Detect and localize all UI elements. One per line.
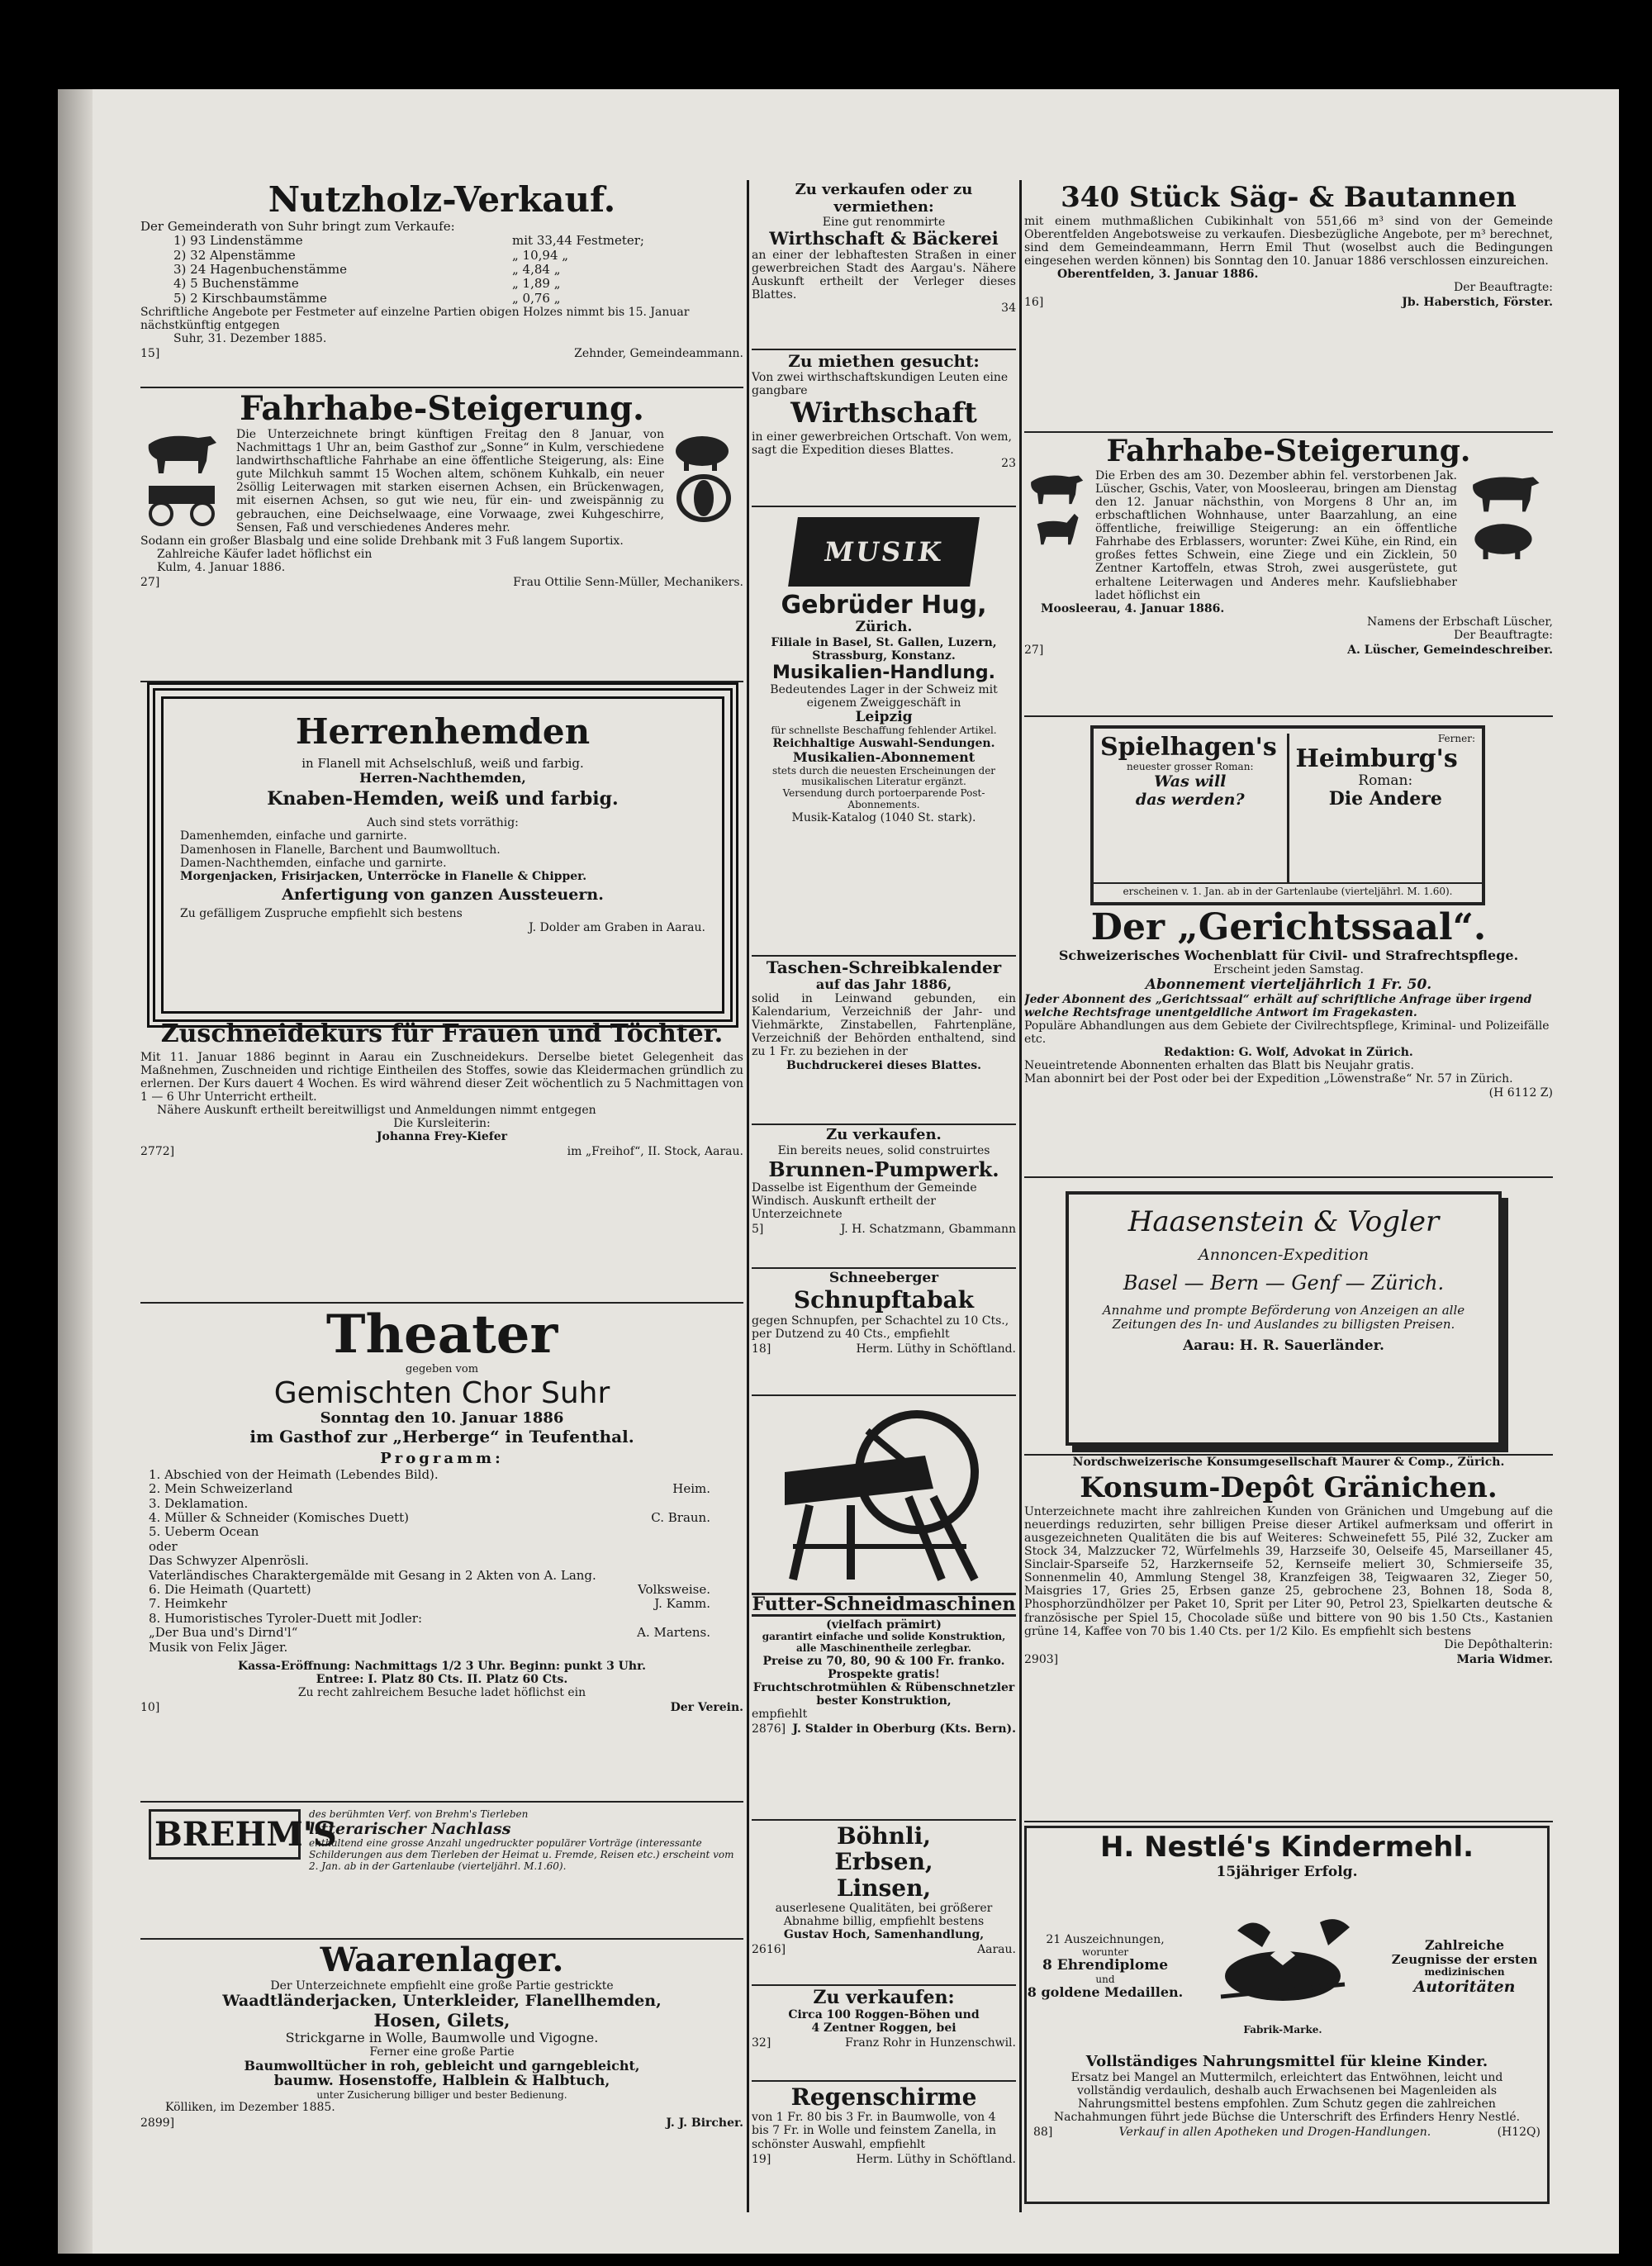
haasenstein-cities: Basel — Bern — Genf — Zürich.: [1123, 1271, 1445, 1295]
brunnen-title: Brunnen-Pumpwerk.: [768, 1157, 999, 1181]
hug-title: Gebrüder Hug,: [781, 591, 987, 620]
program-item: [149, 1468, 710, 1482]
boehnli-t2: Erbsen,: [834, 1848, 933, 1876]
wagon-icon: [140, 477, 223, 527]
nestle-sub: 15jähriger Erfolg.: [1216, 1863, 1358, 1880]
waarenlager-l5: Baumwolltücher in roh, gebleicht und garngebleicht,: [244, 2058, 640, 2074]
spielhagen-name: Spielhagen's: [1100, 733, 1277, 762]
program-item-title: Das Schwyzer Alpenrösli.: [149, 1553, 309, 1569]
tannen-date: Oberentfelden, 3. Januar 1886.: [1057, 268, 1259, 282]
waarenlager-date: Kölliken, im Dezember 1885.: [165, 2101, 335, 2115]
gerichtssaal-ad: [1024, 907, 1553, 1178]
schirme-title: Regenschirme: [790, 2083, 977, 2111]
cow-icon: [140, 428, 223, 477]
barrel-icon: [669, 473, 739, 523]
program-item: [149, 1511, 710, 1525]
fahrhabe-ad-kulm: [140, 390, 743, 682]
nestle-awards4: und: [1095, 1973, 1115, 1985]
wirthschaft2-num: 23: [1001, 456, 1016, 470]
column-rule-right: [1019, 180, 1022, 2212]
herrenhemden-l4: Auch sind stets vorräthig:: [367, 815, 519, 829]
cow-icon: [1024, 469, 1089, 507]
tannen-footer: 16] Jb. Haberstich, Förster.: [1024, 296, 1553, 310]
roggen-head: Zu verkaufen:: [813, 1988, 955, 2008]
nutzholz-title: Nutzholz-Verkauf.: [268, 180, 616, 220]
waarenlager-l3: Strickgarne in Wolle, Baumwolle und Vigogne.: [285, 2029, 599, 2045]
hug-leipzig: Leipzig: [855, 709, 913, 726]
zuschneidekurs-body: Mit 11. Januar 1886 beginnt in Aarau ein Zuschneidekurs. Derselbe bietet Gelegenheit das Maßnehmen, Zuschneiden und richtige Eintheilen des Stoffes, sowie das Kleidermachen gründlich zu erlernen. Der Kurs dauert 4 Wochen. Es wird während dieser Zeit wöchentlich zu 5 Nachmittagen von 1 — 6 Uhr Unterricht ertheilt.: [140, 1050, 743, 1104]
fahrhabe2-body: Die Erben des am 30. Dezember abhin fel. verstorbenen Jak. Lüscher, Gschis, Vater, von Moosleerau, bringen am Dienstag den 12. Januar nächsthin, von Morgens 8 Uhr an, im erbschaftlichen Wohnhause, unter Baarzahlung, an eine öffentliche, freiwillige Steigerung: an ein öffentliche Fahrhabe des Erblassers, worunter: Zwei Kühe, ein Rind, ein großes fettes Schwein, eine Ziege und ein Zicklein, 50 Zentner Kartoffeln, etwas Stroh, zwei ausgerüstete, gut erhaltene Leiterwagen und Anderes mehr. Kaufsliebhaber ladet höflichst ein: [1095, 468, 1457, 602]
program-item: [149, 1641, 710, 1655]
program-item-author: J. Kamm.: [654, 1596, 710, 1612]
futter-emp: empfiehlt: [752, 1708, 808, 1722]
kalender-body: solid in Leinwand gebunden, ein Kalendarium, Verzeichniß der Jahr- und Viehmärkte, Zinstabellen, Fahrtenpläne, Verzeichniß der Behörden enthaltend, sind zu 1 Fr. zu beziehen in der: [752, 992, 1016, 1059]
roggen-ad: [752, 1988, 1016, 2082]
waarenlager-title: Waarenlager.: [320, 1941, 564, 1979]
fahrhabe2-title: Fahrhabe-Steigerung.: [1106, 435, 1471, 468]
heimburg-name: Heimburg's: [1295, 743, 1458, 773]
herrenhemden-l8: Morgenjacken, Frisirjacken, Unterröcke in Flanelle & Chipper.: [180, 869, 587, 883]
gartenlaube-ad: [1090, 725, 1485, 905]
waarenlager-intro: Der Unterzeichnete empfiehlt eine große Partie gestrickte: [270, 1979, 614, 1993]
brehm-logo: BREHM'S: [149, 1809, 301, 1860]
spielhagen-novel-label: neuester grosser Roman:: [1127, 761, 1254, 773]
kalender-title: Taschen-Schreibkalender: [766, 958, 1002, 977]
theater-note: Zu recht zahlreichem Besuche ladet höflichst ein: [297, 1686, 586, 1700]
schnupf-body: gegen Schnupfen, per Schachtel zu 10 Cts., per Dutzend zu 40 Cts., empfiehlt: [752, 1314, 1009, 1341]
pig-icon: [1462, 515, 1549, 562]
brehm-line1: des berühmten Verf. von Brehm's Tierleben: [309, 1808, 529, 1820]
kalender-ad: [752, 958, 1016, 1125]
konsum-ad: [1024, 1454, 1553, 1822]
futter-more: Fruchtschrotmühlen & Rübenschnetzler bester Konstruktion,: [752, 1680, 1015, 1708]
brunnen-ad: [752, 1127, 1016, 1269]
program-item: [149, 1540, 710, 1554]
theater-times: Kassa-Eröffnung: Nachmittags 1/2 3 Uhr. Beginn: punkt 3 Uhr.: [237, 1659, 647, 1673]
waarenlager-l6: baumw. Hosenstoffe, Halblein & Halbtuch,: [273, 2073, 610, 2090]
nestle-body: Ersatz bei Mangel an Muttermilch, erleichtert das Entwöhnen, leicht und vollständig verdaulich, deshalb auch Erwachsenen bei Magenleiden als Nahrungsmittel bestens empfohlen. Zum Schutz gegen die zahlreichen Nachahmungen führt jede Büchse die Unterschrift des Erfinders Henry Nestlé.: [1053, 2070, 1521, 2124]
nestle-awards1: 21 Auszeichnungen,: [1046, 1933, 1165, 1947]
brehm-ad: [140, 1804, 743, 1940]
waarenlager-l2: Hosen, Gilets,: [373, 2009, 510, 2031]
konsum-agent-label: Die Depôthalterin:: [1444, 1637, 1553, 1651]
waarenlager-l7: unter Zusicherung billiger und bester Bedienung.: [316, 2088, 567, 2101]
heimburg-roman: Roman:: [1358, 772, 1413, 789]
fahrhabe-footer: 27] Frau Ottilie Senn-Müller, Mechanikers.: [140, 576, 743, 590]
program-item-title: 3. Deklamation.: [149, 1495, 249, 1511]
gerichtssaal-body: Jeder Abonnent des „Gerichtssaal“ erhält auf schriftliche Anfrage über irgend welche Rechtsfrage unentgeldliche Antwort im Fragekasten.: [1024, 992, 1532, 1019]
hug-abo: Musikalien-Abonnement: [792, 749, 976, 766]
schnupf-footer: 18] Herm. Lüthy in Schöftland.: [752, 1342, 1016, 1356]
hug-handlung: Musikalien-Handlung.: [771, 662, 996, 683]
herrenhemden-l1: in Flanell mit Achselschluß, weiß und farbig.: [301, 756, 584, 772]
nestle-title: H. Nestlé's Kindermehl.: [1099, 1831, 1474, 1864]
nutzholz-footer: 15] Zehnder, Gemeindeammann.: [140, 347, 743, 361]
program-item-title: 8. Humoristisches Tyroler-Duett mit Jodler:: [149, 1610, 423, 1626]
fahrhabe2-l1: Namens der Erbschaft Lüscher,: [1367, 615, 1553, 629]
zuschneidekurs-footer: 2772] im „Freihof“, II. Stock, Aarau.: [140, 1145, 743, 1159]
nestle-footer: 88] Verkauf in allen Apotheken und Drogen-Handlungen. (H12Q): [1033, 2125, 1540, 2139]
wirthschaft2-head: Zu miethen gesucht:: [788, 352, 980, 371]
brunnen-head: Zu verkaufen.: [826, 1127, 942, 1143]
hug-l2: für schnellste Beschaffung fehlender Artikel.: [771, 724, 997, 737]
waarenlager-footer: 2899] J. J. Bircher.: [140, 2116, 743, 2130]
herrenhemden-l2: Herren-Nachthemden,: [359, 770, 526, 786]
zuschneidekurs-teacher: Johanna Frey-Kiefer: [376, 1130, 508, 1144]
program-item-title: 7. Heimkehr: [149, 1596, 227, 1612]
hug-branches: Filiale in Basel, St. Gallen, Luzern, Strassburg, Konstanz.: [771, 635, 997, 663]
roggen-footer: 32] Franz Rohr in Hunzenschwil.: [752, 2036, 1016, 2050]
nestle-ad: [1024, 1826, 1550, 2204]
tannen-body: mit einem muthmaßlichen Cubikinhalt von 551,66 m³ sind von der Gemeinde Oberentfelden Angebotsweise zu verkaufen. Diesbezügliche Angebote, per m³ berechnet, sind dem Gemeindeammann, Herrn Emil Thut (woselbst auch die Bedingungen eingesehen werden können) bis Sonntag den 10. Januar 1886 verschlossen einzureichen.: [1024, 214, 1553, 268]
herrenhemden-l10: Zu gefälligem Zuspruche empfiehlt sich bestens: [180, 907, 463, 921]
zuschneidekurs-note: Nähere Auskunft ertheilt bereitwilligst und Anmeldungen nimmt entgegen: [157, 1103, 596, 1117]
roggen-l1: Circa 100 Roggen-Böhen und: [788, 2008, 980, 2022]
wirthschaft2-body1: Von zwei wirthschaftskundigen Leuten eine gangbare: [752, 370, 1009, 397]
futter-prices: Preise zu 70, 80, 90 & 100 Fr. franko.: [762, 1654, 1005, 1668]
heimburg-title: Die Andere: [1328, 788, 1442, 810]
haasenstein-body: Annahme und prompte Beförderung von Anzeigen an alle Zeitungen des In- und Auslandes zu billigsten Preisen.: [1102, 1302, 1465, 1332]
nutzholz-item: 1) 93 Lindenstämme mit 33,44 Festmeter;: [173, 233, 644, 249]
spielhagen-title1: Was will: [1154, 772, 1227, 791]
middle-column: [752, 89, 1016, 2254]
theater-ad: [140, 1305, 743, 1803]
fahrhabe2-date: Moosleerau, 4. Januar 1886.: [1041, 601, 1225, 615]
brehm-line3: enthaltend eine grosse Anzahl ungedruckter populärer Vorträge (interessante Schilderungen aus dem Tierleben der Heimat u. Fremde, Reisen etc.) erscheint vom 2. Jan. ab in der Gartenlaube (vierteljährl. M.1.60).: [309, 1837, 734, 1873]
cattle-icon: [1462, 469, 1549, 515]
gerichtssaal-red: Redaktion: G. Wolf, Advokat in Zürich.: [1164, 1046, 1413, 1060]
brehm-line2: litterarischer Nachlass: [309, 1819, 511, 1838]
program-item-author: A. Martens.: [637, 1625, 710, 1641]
kalender-source: Buchdruckerei dieses Blattes.: [786, 1058, 982, 1072]
herrenhemden-l5: Damenhemden, einfache und garnirte.: [180, 829, 407, 843]
roggen-l2: 4 Zentner Roggen, bei: [811, 2021, 957, 2036]
wirthschaft2-body2: in einer gewerbreichen Ortschaft. Von wem, sagt die Expedition dieses Blattes.: [752, 430, 1012, 457]
program-item: [149, 1583, 710, 1597]
futter-sub: (vielfach prämirt): [826, 1618, 942, 1632]
fahrhabe-date: Kulm, 4. Januar 1886.: [157, 560, 286, 574]
boehnli-t3: Linsen,: [836, 1874, 932, 1902]
theater-entry: Entree: I. Platz 80 Cts. II. Platz 60 Cts.: [316, 1673, 568, 1687]
pig-icon: [669, 428, 739, 473]
herrenhemden-ad: [147, 682, 738, 1028]
herrenhemden-signer: J. Dolder am Graben in Aarau.: [529, 920, 705, 934]
wirthschaft-gesucht-ad: [752, 352, 1016, 507]
nestle-z4: Autoritäten: [1413, 1977, 1516, 1996]
musik-book-image: [788, 517, 980, 587]
nutzholz-date: Suhr, 31. Dezember 1885.: [173, 332, 327, 346]
boehnli-signer: Gustav Hoch, Samenhandlung,: [783, 1928, 985, 1942]
nutzholz-body: Schriftliche Angebote per Festmeter auf einzelne Partien obigen Holzes nimmt bis 15. Januar nächstkünftig entgegen: [140, 306, 690, 333]
schirme-ad: [752, 2083, 1016, 2207]
program-item: [149, 1497, 710, 1511]
theater-title: Theater: [325, 1305, 558, 1366]
program-item: [149, 1482, 710, 1496]
musik-book-label: MUSIK: [822, 536, 946, 568]
left-column: [140, 89, 743, 2254]
haasenstein-title: Haasenstein & Vogler: [1127, 1205, 1440, 1238]
herrenhemden-l9: Anfertigung von ganzen Aussteuern.: [282, 885, 604, 904]
konsum-body: Unterzeichnete macht ihre zahlreichen Kunden von Gränichen und Umgebung auf die neuerdings reduzirten, sehr billigen Preise dieser Artikel aufmerksam und offerirt in ausgezeichneten Qualitäten die bis auf Weiteres: Schweinefett 55, Pilé 32, Zucker am Stock 34, Malzzucker 72, Würfelmehls 39, Harzseife 30, Oelseife 45, Marseillaner 45, Sinclair-Sparseife 52, Harzkernseife 52, Kernseife meliert 30, Schmierseife 35, Sonnenmelin 40, Ammlung Stengel 38, Kranzfeigen 38, Teigwaaren 32, Zieger 50, Maisgries 17, Gries 25, Erbsen ganze 25, gebrochene 23, Bohnen 18, Soda 8, Phosphorzündhölzer per Paket 10, Sprit per Liter 90, Petrol 23, Spielkarten deutsche & französische per Spiel 15, Chocolade süße und bittere von 90 bis 1.50 Cts., Kastanien grüne 14, Kaffee von 70 bis 1.40 Cts. per 1/2 Kilo. Es empfiehlt sich bestens: [1024, 1504, 1553, 1638]
program-item-title: 6. Die Heimath (Quartett): [149, 1581, 311, 1597]
hug-katalog: Musik-Katalog (1040 St. stark).: [791, 810, 976, 824]
nutzholz-item: 3) 24 Hagenbuchenstämme „ 4,84 „: [173, 261, 561, 277]
gerichtssaal-sub: Schweizerisches Wochenblatt für Civil- und Strafrechtspflege.: [1058, 948, 1519, 964]
tannen-ad: [1024, 182, 1553, 433]
herrenhemden-l3: Knaben-Hemden, weiß und farbig.: [267, 788, 619, 810]
schnupf-head: Schneeberger: [828, 1271, 939, 1286]
cutting-machine-image: [752, 1398, 1016, 1588]
nutzholz-item: 2) 32 Alpenstämme „ 10,94 „: [173, 247, 569, 263]
konsum-top: Nordschweizerische Konsumgesellschaft Maurer & Comp., Zürich.: [1072, 1456, 1505, 1469]
hug-ad: [752, 509, 1016, 957]
gerichtssaal-title: Der „Gerichtssaal“.: [1090, 907, 1487, 948]
gerichtssaal-where: Man abonnirt bei der Post oder bei der Expedition „Löwenstraße“ Nr. 57 in Zürich.: [1024, 1072, 1513, 1086]
haasenstein-ad: [1066, 1191, 1502, 1446]
program-item: [149, 1554, 710, 1568]
hug-l1: Bedeutendes Lager in der Schweiz mit eigenem Zweiggeschäft in: [770, 682, 998, 710]
wirthschaft1-title: Wirthschaft & Bäckerei: [769, 228, 999, 249]
waarenlager-l1: Waadtländerjacken, Unterkleider, Flanellhemden,: [222, 1992, 662, 2011]
wirthschaft1-sub: Eine gut renommirte: [822, 216, 946, 230]
boehnli-ad: [752, 1822, 1016, 1986]
fahrhabe-note: Zahlreiche Käufer ladet höflichst ein: [157, 547, 373, 561]
wirthschaft2-title: Wirthschaft: [790, 396, 977, 430]
program-item: [149, 1569, 710, 1583]
program-item-title: Musik von Felix Jäger.: [149, 1639, 288, 1655]
boehnli-body: auserlesene Qualitäten, bei größerer Abnahme billig, empfiehlt bestens: [775, 1902, 993, 1929]
heimburg-ferner: Ferner:: [1437, 733, 1475, 744]
gerichtssaal-body2: Populäre Abhandlungen aus dem Gebiete der Civilrechtspflege, Kriminal- und Polizeifälle etc.: [1024, 1019, 1550, 1047]
hug-l3: Reichhaltige Auswahl-Sendungen.: [772, 737, 995, 751]
schirme-footer: 19] Herm. Lüthy in Schöftland.: [752, 2152, 1016, 2166]
fahrhabe2-l2: Der Beauftragte:: [1453, 628, 1553, 642]
konsum-footer: 2903] Maria Widmer.: [1024, 1652, 1553, 1666]
futter-footer: 2876] J. Stalder in Oberburg (Kts. Bern).: [752, 1722, 1016, 1736]
program-item-title: 2. Mein Schweizerland: [149, 1481, 293, 1497]
program-item-title: Vaterländisches Charaktergemälde mit Gesang in 2 Akten von A. Lang.: [149, 1567, 596, 1583]
schnupf-title: Schnupftabak: [793, 1286, 975, 1314]
futter-body: garantirt einfache und solide Konstruktion, alle Maschinentheile zerlegbar.: [762, 1631, 1006, 1654]
futter-prosp: Prospekte gratis!: [828, 1667, 940, 1681]
fahrhabe2-footer: 27] A. Lüscher, Gemeindeschreiber.: [1024, 644, 1553, 658]
theater-footer: 10] Der Verein.: [140, 1701, 743, 1715]
gerichtssaal-every: Erscheint jeden Samstag.: [1213, 963, 1364, 977]
schirme-body: von 1 Fr. 80 bis 3 Fr. in Baumwolle, von 4 bis 7 Fr. in Wolle und feinstem Zanella, in schönster Auswahl, empfiehlt: [752, 2111, 997, 2151]
program-item: [149, 1597, 710, 1611]
goat-icon: [1024, 507, 1089, 549]
wirthschaft1-num: 34: [1001, 302, 1016, 316]
program-item: [149, 1626, 710, 1640]
fahrhabe-title: Fahrhabe-Steigerung.: [240, 390, 644, 428]
program-item: [149, 1525, 710, 1539]
nutzholz-ad: [140, 180, 743, 388]
futter-title: Futter-Schneidmaschinen: [752, 1593, 1016, 1617]
program-item-title: oder: [149, 1538, 178, 1554]
nestle-line: Vollständiges Nahrungsmittel für kleine Kinder.: [1085, 2053, 1488, 2071]
nestle-awards3: 8 Ehrendiplome: [1042, 1957, 1169, 1974]
zuschneidekurs-teacher-label: Die Kursleiterin:: [393, 1116, 491, 1130]
spielhagen-title2: das werden?: [1135, 790, 1245, 809]
zuschneidekurs-ad: [140, 1019, 743, 1304]
brunnen-footer: 5] J. H. Schatzmann, Gbammann: [752, 1223, 1016, 1237]
haasenstein-sub: Annoncen-Expedition: [1198, 1245, 1370, 1264]
brunnen-body: Dasselbe ist Eigenthum der Gemeinde Windisch. Auskunft ertheilt der Unterzeichnete: [752, 1181, 977, 1221]
nestle-mark: Fabrik-Marke.: [1243, 2024, 1322, 2036]
nestle-awards5: 8 goldene Medaillen.: [1027, 1984, 1184, 2001]
tannen-agent-label: Der Beauftragte:: [1453, 281, 1553, 295]
theater-program-title: Programm:: [380, 1450, 504, 1468]
waarenlager-l4: Ferner eine große Partie: [369, 2045, 515, 2059]
nestle-z1: Zahlreiche: [1425, 1936, 1504, 1953]
theater-choir: Gemischten Chor Suhr: [273, 1376, 610, 1410]
theater-program: [140, 1468, 743, 1655]
kalender-year: auf das Jahr 1886,: [815, 976, 952, 992]
gartenlaube-footer: erscheinen v. 1. Jan. ab in der Gartenlaube (vierteljährl. M. 1.60).: [1094, 882, 1482, 898]
hug-city: Zürich.: [855, 619, 913, 636]
hug-l5: Versendung durch portoerparende Post-Abonnements.: [782, 787, 985, 810]
program-item-author: Volksweise.: [638, 1581, 710, 1597]
program-item-title: 1. Abschied von der Heimath (Lebendes Bild).: [149, 1466, 439, 1482]
boehnli-footer: 2616] Aarau.: [752, 1943, 1016, 1957]
program-item: [149, 1612, 710, 1626]
tannen-title: 340 Stück Säg- & Bautannen: [1061, 182, 1517, 214]
hug-l4: stets durch die neuesten Erscheinungen der musikalischen Literatur ergänzt.: [771, 764, 996, 788]
nestle-z2: Zeugnisse der ersten: [1391, 1951, 1538, 1967]
nutzholz-item: 5) 2 Kirschbaumstämme „ 0,76 „: [173, 290, 561, 306]
theater-given: gegeben vom: [405, 1363, 479, 1376]
konsum-title: Konsum-Depôt Gränichen.: [1080, 1471, 1498, 1505]
wirthschaft-baeckerei-ad: [752, 182, 1016, 350]
fahrhabe-ad-moosleerau: [1024, 435, 1553, 717]
theater-venue: im Gasthof zur „Herberge“ in Teufenthal.: [249, 1426, 634, 1447]
program-item-author: Heim.: [672, 1481, 710, 1497]
theater-date: Sonntag den 10. Januar 1886: [320, 1409, 564, 1428]
boehnli-t1: Böhnli,: [836, 1822, 932, 1850]
gerichtssaal-abo: Abonnement vierteljährlich 1 Fr. 50.: [1145, 976, 1432, 993]
column-rule-left: [747, 180, 749, 2212]
program-item-author: C. Braun.: [651, 1510, 710, 1526]
futter-ad: [752, 1398, 1016, 1821]
nest-birds-trademark-icon: [1204, 1898, 1361, 2021]
gerichtssaal-code: (H 6112 Z): [1488, 1085, 1553, 1100]
newspaper-page: [58, 89, 1619, 2254]
fahrhabe-extra: Sodann ein großer Blasbalg und eine solide Drehbank mit 3 Fuß langem Suportix.: [140, 534, 624, 548]
program-item-title: 5. Ueberm Ocean: [149, 1524, 259, 1540]
gerichtssaal-new: Neueintretende Abonnenten erhalten das Blatt bis Neujahr gratis.: [1024, 1059, 1414, 1073]
brunnen-sub: Ein bereits neues, solid construirtes: [777, 1143, 990, 1157]
schnupftabak-ad: [752, 1271, 1016, 1396]
zuschneidekurs-title: Zuschneidekurs für Frauen und Töchter.: [160, 1019, 724, 1048]
wirthschaft1-head: Zu verkaufen oder zu vermiethen:: [795, 182, 973, 216]
nutzholz-item: 4) 5 Buchenstämme „ 1,89 „: [173, 276, 561, 292]
program-item-title: 4. Müller & Schneider (Komisches Duett): [149, 1510, 409, 1526]
nestle-z3: medizinischen: [1424, 1966, 1505, 1978]
right-column: [1024, 89, 1553, 2254]
nutzholz-intro: Der Gemeinderath von Suhr bringt zum Verkaufe:: [140, 219, 455, 235]
program-item-title: „Der Bua und's Dirnd'l“: [149, 1625, 298, 1641]
waarenlager-ad: [140, 1941, 743, 2189]
fahrhabe-body: Die Unterzeichnete bringt künftigen Freitag den 8 Januar, von Nachmittags 1 Uhr an, beim Gasthof zur „Sonne“ in Kulm, verschiedene landwirthschaftliche Fahrhabe an eine öffentliche Steigerung, als: Eine gute Milchkuh sammt 15 Wochen altem, schönem Kuhkalb, ein neuer 2söllig Leiterwagen mit starken eisernen Achsen, ein Brückenwagen, mit eisernen Achsen, so gut wie neu, für ein- und zweispännig zu gebrauchen, eine Deichselwaage, eine Vorwaage, zwei Kuhgeschirre, Sensen, Faß und verschiedenes Anderes mehr.: [236, 428, 664, 534]
wirthschaft1-body: an einer der lebhaftesten Straßen in einer gewerbreichen Stadt des Aargau's. Nähere Auskunft ertheilt der Verleger dieses Blattes.: [752, 249, 1016, 302]
nestle-awards2: worunter: [1081, 1945, 1129, 1958]
herrenhemden-l7: Damen-Nachthemden, einfache und garnirte.: [180, 856, 447, 870]
herrenhemden-title: Herrenhemden: [295, 711, 591, 752]
haasenstein-agent: Aarau: H. R. Sauerländer.: [1183, 1337, 1384, 1354]
herrenhemden-l6: Damenhosen in Flanelle, Barchent und Baumwolltuch.: [180, 843, 501, 857]
